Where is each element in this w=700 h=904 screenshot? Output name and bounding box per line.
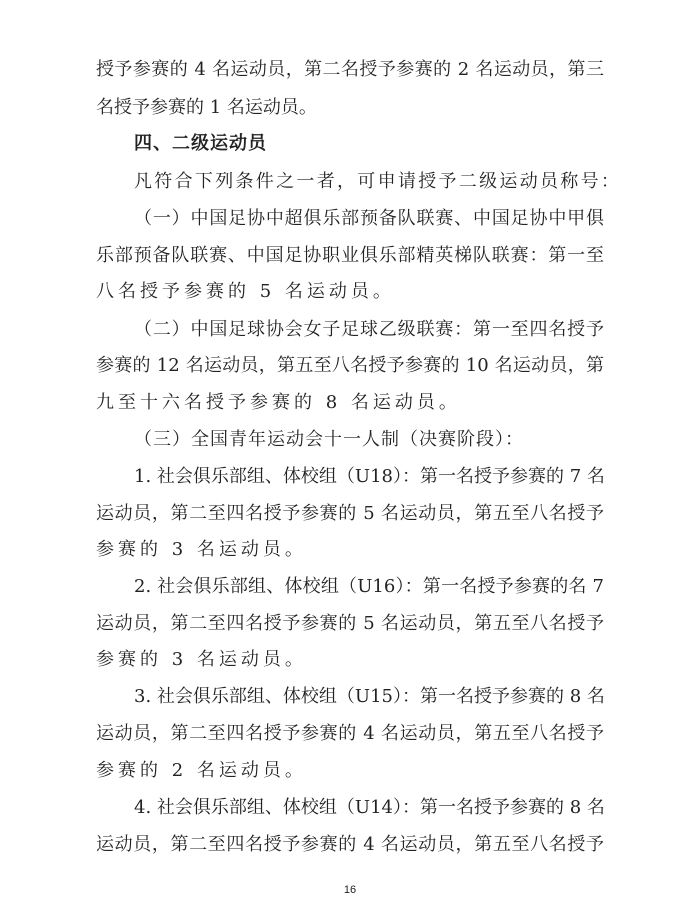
paragraph-line: 参赛的 3 名运动员。	[96, 539, 307, 560]
paragraph-line: 参赛的 3 名运动员。	[96, 649, 307, 670]
paragraph-line: 运动员，第二至四名授予参赛的 5 名运动员，第五至八名授予	[96, 503, 604, 524]
paragraph-line: 参赛的 2 名运动员。	[96, 760, 307, 781]
paragraph-line: 授予参赛的 4 名运动员，第二名授予参赛的 2 名运动员，第三	[96, 59, 604, 80]
paragraph-line: 2. 社会俱乐部组、体校组（U16）：第一名授予参赛的名 7	[134, 576, 604, 597]
paragraph-line: 运动员，第二至四名授予参赛的 4 名运动员，第五至八名授予	[96, 723, 604, 744]
paragraph-line: 凡符合下列条件之一者，可申请授予二级运动员称号：	[134, 171, 622, 192]
paragraph-line: 4. 社会俱乐部组、体校组（U14）：第一名授予参赛的 8 名	[134, 797, 605, 818]
section-heading: 四、二级运动员	[134, 133, 267, 154]
page-number: 16	[343, 884, 357, 896]
paragraph-line: 八名授予参赛的 5 名运动员。	[96, 281, 395, 302]
paragraph-line: 名授予参赛的 1 名运动员。	[96, 97, 317, 118]
paragraph-line: （一）中国足协中超俱乐部预备队联赛、中国足协中甲俱	[134, 208, 604, 229]
paragraph-line: 1. 社会俱乐部组、体校组（U18）：第一名授予参赛的 7 名	[134, 466, 605, 487]
paragraph-line: 参赛的 12 名运动员，第五至八名授予参赛的 10 名运动员，第	[96, 355, 604, 376]
paragraph-line: 运动员，第二至四名授予参赛的 5 名运动员，第五至八名授予	[96, 613, 604, 634]
paragraph-line: 乐部预备队联赛、中国足协职业俱乐部精英梯队联赛：第一至	[96, 245, 604, 266]
paragraph-line: （二）中国足球协会女子足球乙级联赛：第一至四名授予	[134, 319, 604, 340]
paragraph-line: （三）全国青年运动会十一人制（决赛阶段）：	[134, 429, 524, 450]
paragraph-line: 运动员，第二至四名授予参赛的 4 名运动员，第五至八名授予	[96, 834, 604, 855]
paragraph-line: 九至十六名授予参赛的 8 名运动员。	[96, 392, 461, 413]
paragraph-line: 3. 社会俱乐部组、体校组（U15）：第一名授予参赛的 8 名	[134, 686, 605, 707]
